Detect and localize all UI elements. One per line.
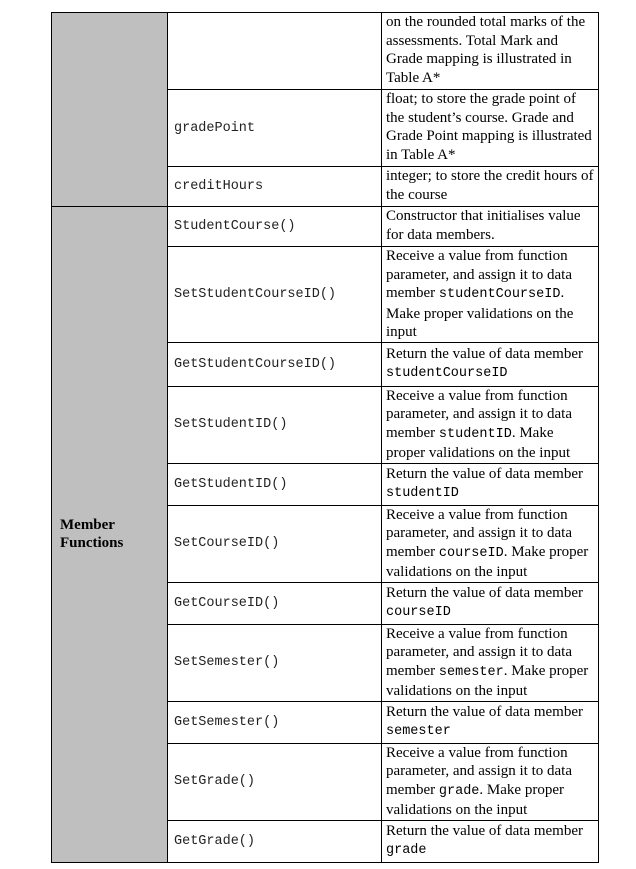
description-code: studentID (386, 486, 459, 501)
description-code: studentCourseID (438, 287, 561, 302)
category-label-line2: Functions (60, 535, 124, 552)
table-row (52, 13, 599, 90)
member-description-cell (382, 624, 599, 701)
member-name-cell: SetStudentID() (168, 386, 382, 463)
description-text: Receive a value from function parameter, and assign it to data member (386, 248, 572, 301)
description-code: studentCourseID (386, 366, 508, 381)
description-code: semester (438, 664, 504, 680)
description-text: Return the value of data member (386, 822, 584, 839)
member-name-cell: gradePoint (168, 90, 382, 167)
description-text: Receive a value from function parameter, and assign it to data member (386, 744, 572, 798)
member-name-cell: GetCourseID() (168, 582, 382, 624)
member-description-cell (382, 13, 599, 90)
description-code: semester (386, 724, 451, 739)
member-description-cell (382, 463, 599, 505)
description-text: float; to store the grade point of the student’s course. Grade and Grade Point mapping is illustrated in Table A* (386, 91, 592, 163)
member-name-cell: creditHours (168, 167, 382, 207)
description-text-tail: . Make proper validations on the input (386, 543, 589, 580)
description-text: integer; to store the credit hours of the course (386, 168, 594, 203)
description-text: Receive a value from function parameter, and assign it to data member (386, 506, 572, 560)
table-row (52, 207, 599, 247)
member-description-cell (382, 743, 599, 820)
member-name-cell: GetStudentID() (168, 463, 382, 505)
member-name-cell: GetGrade() (168, 820, 382, 862)
description-text-tail: . Make proper validations on the input (386, 424, 571, 461)
description-code: courseID (386, 605, 451, 620)
member-description-cell (382, 167, 599, 207)
member-name-cell: GetStudentCourseID() (168, 342, 382, 386)
member-name-cell (168, 13, 382, 90)
member-description-cell (382, 386, 599, 463)
member-functions-category-cell (52, 207, 168, 863)
description-text: on the rounded total marks of the assessments. Total Mark and Grade mapping is illustrated in Table A* (386, 14, 586, 86)
member-description-cell (382, 820, 599, 862)
member-description-cell (382, 247, 599, 343)
description-code: grade (386, 843, 427, 858)
description-code: grade (438, 783, 480, 799)
description-text: Receive a value from function parameter, and assign it to data member (386, 387, 572, 441)
member-description-cell (382, 342, 599, 386)
description-text: Receive a value from function parameter, and assign it to data member (386, 625, 572, 679)
description-text: Return the value of data member (386, 465, 584, 482)
member-description-cell (382, 582, 599, 624)
class-specification-table (51, 12, 599, 863)
member-description-cell (382, 90, 599, 167)
member-description-cell (382, 207, 599, 247)
member-name-cell: StudentCourse() (168, 207, 382, 247)
description-text-tail: . Make proper validations on the input (386, 285, 574, 340)
member-name-cell: SetSemester() (168, 624, 382, 701)
member-name-cell: SetCourseID() (168, 505, 382, 582)
data-members-category-cell (52, 13, 168, 207)
member-name-cell: GetSemester() (168, 701, 382, 743)
description-text: Return the value of data member (386, 703, 584, 720)
member-name-cell: SetStudentCourseID() (168, 247, 382, 343)
description-text: Return the value of data member (386, 345, 584, 362)
member-description-cell (382, 701, 599, 743)
member-description-cell (382, 505, 599, 582)
description-text-tail: . Make proper validations on the input (386, 781, 564, 818)
description-code: courseID (438, 545, 504, 561)
description-text: Return the value of data member (386, 584, 584, 601)
description-text-tail: . Make proper validations on the input (386, 662, 589, 699)
category-label-line1: Member (60, 517, 115, 534)
member-name-cell: SetGrade() (168, 743, 382, 820)
description-code: studentID (438, 426, 512, 442)
description-text: Constructor that initialises value for data members. (386, 208, 581, 243)
